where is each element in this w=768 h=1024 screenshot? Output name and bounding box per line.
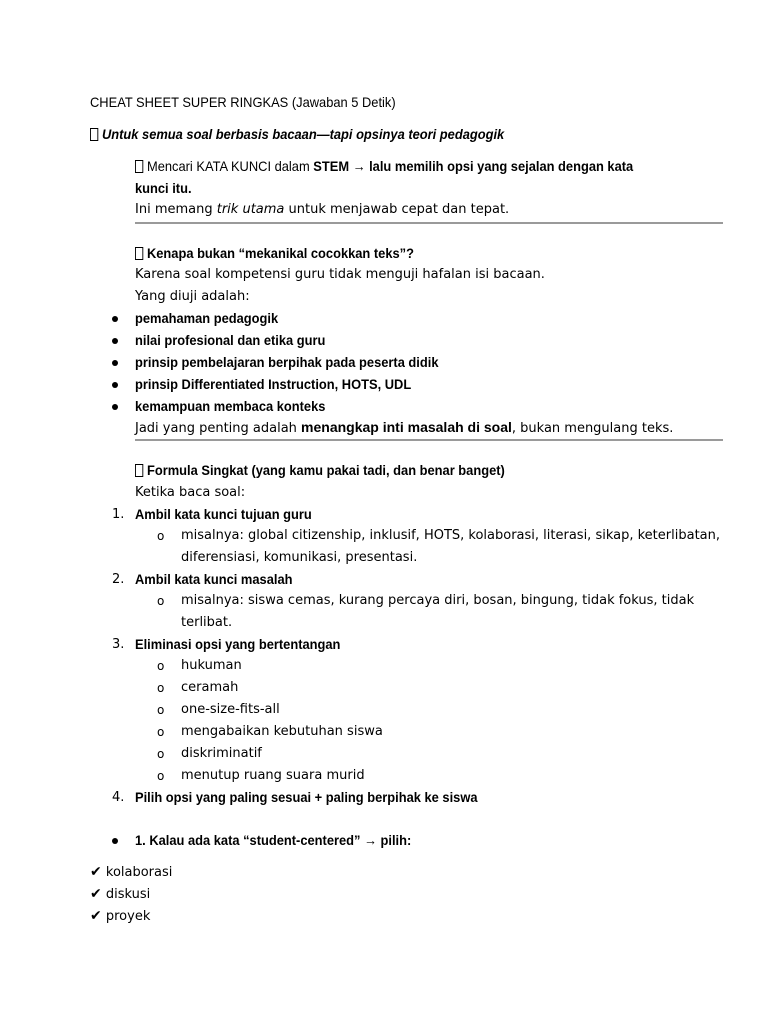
sub-bullet-icon: o <box>157 703 165 717</box>
step-label: Pilih opsi yang paling sesuai + paling berpihak ke siswa <box>135 789 478 805</box>
document-title: CHEAT SHEET SUPER RINGKAS (Jawaban 5 Detik) <box>90 94 396 110</box>
step-label: Ambil kata kunci tujuan guru <box>135 506 312 522</box>
section2-heading <box>135 245 414 261</box>
bullet-icon <box>112 360 118 366</box>
sub-bullet-icon: o <box>157 725 165 739</box>
s1-heading-bold: KATA KUNCI <box>196 158 272 174</box>
step2-sub-line: misalnya: siswa cemas, kurang percaya diri, bosan, bingung, tidak fokus, tidak <box>181 593 695 608</box>
check-item-label: proyek <box>105 909 151 924</box>
step2-sub-line: terlibat. <box>181 615 233 630</box>
s1-text-pre: Ini memang <box>135 202 217 217</box>
step-label: Eliminasi opsi yang bertentangan <box>135 636 341 652</box>
step-number: 3. <box>112 637 125 652</box>
check-item <box>90 864 172 880</box>
checkmark-icon: ✔ <box>90 908 102 924</box>
elimination-item: one-size-fits-all <box>181 702 280 717</box>
checkmark-icon: ✔ <box>90 864 102 880</box>
step-number: 4. <box>112 790 125 805</box>
section1-text <box>135 202 509 217</box>
s3-heading-text: Formula Singkat (yang kamu pakai tadi, dan benar banget) <box>146 462 505 478</box>
s1-heading-bold2: STEM → lalu memilih opsi yang sejalan dengan kata <box>313 158 634 174</box>
elimination-item: menutup ruang suara murid <box>181 768 365 783</box>
section3-heading <box>135 462 505 478</box>
bullet-icon <box>112 382 118 388</box>
missing-glyph-icon <box>135 464 143 477</box>
s1-text-italic: trik utama <box>216 202 285 217</box>
sub-bullet-icon: o <box>157 769 165 783</box>
list-item: prinsip Differentiated Instruction, HOTS, UDL <box>135 376 412 392</box>
s1-heading-post: dalam <box>271 158 314 174</box>
check-item-label: kolaborasi <box>105 865 173 880</box>
list-item: prinsip pembelajaran berpihak pada peserta didik <box>135 354 439 370</box>
sub-bullet-icon: o <box>157 594 165 608</box>
step-label: Ambil kata kunci masalah <box>135 571 293 587</box>
elimination-item: diskriminatif <box>181 746 262 761</box>
subtitle-text: Untuk semua soal berbasis bacaan—tapi opsinya teori pedagogik <box>101 126 505 142</box>
section3-intro: Ketika baca soal: <box>135 485 246 500</box>
s2-conclusion-pre: Jadi yang penting adalah <box>135 421 302 436</box>
check-item <box>90 886 150 902</box>
elimination-item: mengabaikan kebutuhan siswa <box>181 724 383 739</box>
missing-glyph-icon <box>135 160 143 173</box>
checkmark-icon: ✔ <box>90 886 102 902</box>
check-item <box>90 908 150 924</box>
section-divider <box>135 222 723 224</box>
section2-conclusion <box>135 419 673 436</box>
section2-text1: Karena soal kompetensi guru tidak menguji hafalan isi bacaan. <box>135 267 545 282</box>
step1-sub-line: misalnya: global citizenship, inklusif, HOTS, kolaborasi, literasi, sikap, keterlibatan, <box>181 528 720 543</box>
section4-heading: 1. Kalau ada kata “student-centered” → pilih: <box>135 832 412 848</box>
section1-heading <box>135 158 633 174</box>
section1-heading-line2: kunci itu. <box>135 180 192 196</box>
sub-bullet-icon: o <box>157 681 165 695</box>
s2-heading-text: Kenapa bukan “mekanikal cocokkan teks”? <box>146 245 414 261</box>
s1-heading-pre: Mencari <box>146 158 197 174</box>
s2-conclusion-post: , bukan mengulang teks. <box>511 421 674 436</box>
sub-bullet-icon: o <box>157 529 165 543</box>
sub-bullet-icon: o <box>157 659 165 673</box>
s2-conclusion-bold: menangkap inti masalah di soal <box>301 419 512 435</box>
bullet-icon <box>112 316 118 322</box>
document-subtitle <box>90 126 504 142</box>
bullet-icon <box>112 338 118 344</box>
step-number: 1. <box>112 507 125 522</box>
section2-text2: Yang diuji adalah: <box>135 289 250 304</box>
s1-text-post: untuk menjawab cepat dan tepat. <box>284 202 510 217</box>
elimination-item: hukuman <box>181 658 242 673</box>
list-item: pemahaman pedagogik <box>135 310 279 326</box>
missing-glyph-icon <box>90 128 98 141</box>
step-number: 2. <box>112 572 125 587</box>
bullet-icon <box>112 838 118 844</box>
list-item: nilai profesional dan etika guru <box>135 332 326 348</box>
check-item-label: diskusi <box>105 887 151 902</box>
list-item: kemampuan membaca konteks <box>135 398 326 414</box>
step1-sub-line: diferensiasi, komunikasi, presentasi. <box>181 550 418 565</box>
section-divider <box>135 439 723 441</box>
bullet-icon <box>112 404 118 410</box>
missing-glyph-icon <box>135 247 143 260</box>
sub-bullet-icon: o <box>157 747 165 761</box>
elimination-item: ceramah <box>181 680 239 695</box>
